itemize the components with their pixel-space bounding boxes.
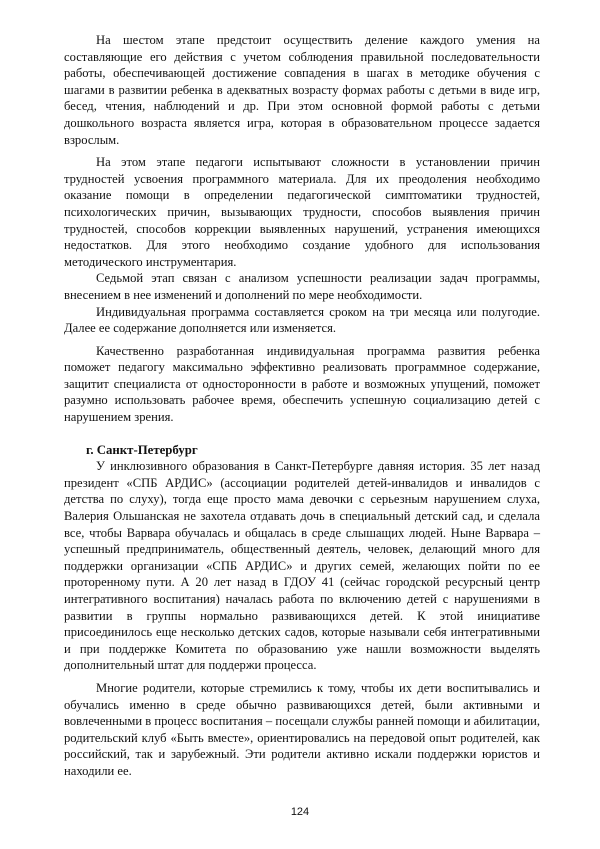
paragraph-inclusive-history: У инклюзивного образования в Санкт-Петербурге давняя история. 35 лет назад президент «СПБ АРДИС» (ассоциации родителей детей-инвалидов и инвалидов с детства по слуху), тогда еще просто мама девочки с серьезным нарушением слуха, Валерия Ольшанская не захотела отдавать дочь в специальный детский сад, и сделала все, чтобы Варвара обучалась и общалась в среде слышащих людей. Ныне Варвара – успешный предприниматель, общественный деятель, человек, делающий много для поддержки организации «СПБ АРДИС» и других семей, желающих пойти по ее проторенному пути. А 20 лет назад в ГДОУ 41 (сейчас городской ресурсный центр интегративного воспитания) началась работа по включению детей с нарушениями в развитии в группы нормально развивающихся детей. К этой инициативе присоединилось еще несколько детских садов, которые называли себя интегративными и при поддержке Комитета по образованию уже нашли возможности выделять дополнительный штат для поддержи процесса. bbox=[64, 459, 540, 673]
paragraph-program-quality: Качественно разработанная индивидуальная программа развития ребенка поможет педагогу максимально эффективно реализовать программное содержание, защитит специалиста от односторонности в работе и возможных упущений, поможет разумно использовать рабочее время, обеспечить успешную социализацию детей с нарушением зрения. bbox=[64, 343, 540, 425]
paragraph-parents: Многие родители, которые стремились к тому, чтобы их дети воспитывались и обучались именно в среде обычно развивающихся детей, были активными и вовлеченными в процесс воспитания – посещали службы ранней помощи и абилитации, родительский клуб «Быть вместе», ориентировались на передовой опыт родителей, как российский, так и зарубежный. Эти родители активно искали поддержки юристов и находили ее. bbox=[64, 680, 540, 778]
paragraph-stage-six: На шестом этапе предстоит осуществить деление каждого умения на составляющие его действия с учетом соблюдения правильной последовательности работы, обеспечивающей достижение совпадения в шагах в методике обучения с шагами в развитии ребенка в адекватных возрасту формах работы с детьми в виде игр, бесед, чтения, наблюдений и др. При этом основной формой работы с детьми дошкольного возраста является игра, которая в образовательном процессе задается взрослым. bbox=[64, 33, 540, 147]
paragraph-stage-seven: Седьмой этап связан с анализом успешности реализации задач программы, внесением в нее изменений и дополнений по мере необходимости. bbox=[64, 271, 540, 302]
page-body bbox=[64, 32, 540, 780]
paragraph-program-duration: Индивидуальная программа составляется сроком на три месяца или полугодие. Далее ее содержание дополняется или изменяется. bbox=[64, 304, 540, 336]
section-heading: г. Санкт-Петербург bbox=[86, 442, 198, 457]
paragraph-difficulties: На этом этапе педагоги испытывают сложности в установлении причин трудностей усвоения программного материала. Для их преодоления необходимо оказание помощи в определении педагогической симптоматики трудностей, психологических причин, вызывающих трудности, способов выявления причин трудностей, способов коррекции выявленных нарушений, устранения имеющихся недостатков. Для этого необходимо создание удобного для использования методического инструментария. bbox=[64, 155, 540, 269]
page-number: 124 bbox=[290, 806, 310, 818]
